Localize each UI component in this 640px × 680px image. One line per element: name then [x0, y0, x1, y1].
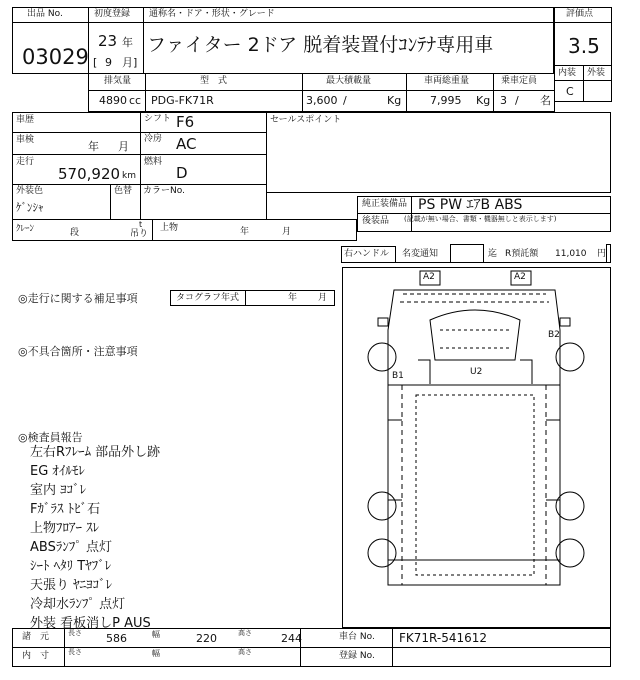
lot-number: 03029 — [22, 45, 89, 69]
recycle-deposit-value: 11,010 — [555, 249, 587, 259]
lift-label: 上物 — [160, 223, 179, 233]
color-code-label: カラーNo. — [143, 186, 185, 196]
gross-weight-value: 7,995 — [430, 94, 462, 107]
max-load-label: 最大積載量 — [326, 76, 372, 86]
width-label-interior: 幅 — [152, 649, 160, 658]
equipment-value: PS PW ｴｱB ABS — [418, 197, 523, 213]
chassis-number: FK71R-541612 — [399, 631, 488, 645]
car-name: ファイター 2ドア 脱着装置付ｺﾝﾃﾅ専用車 — [147, 34, 494, 56]
lot-label: 出品 No. — [27, 9, 63, 19]
crane-lift-label: 吊り — [130, 229, 149, 239]
report-line: EG ｵｲﾙﾓﾚ — [30, 464, 85, 479]
inspector-report-label: ◎検査員報告 — [18, 431, 83, 444]
max-load-value: 3,600 — [306, 94, 338, 107]
tachograph-label: タコグラフ年式 — [176, 293, 240, 303]
capacity-separator: / — [515, 94, 519, 107]
damage-mark-a2-right: A2 — [514, 272, 526, 282]
fuel-value: D — [176, 164, 188, 182]
gross-weight-unit: Kg — [476, 94, 491, 107]
grade-value: 3.5 — [568, 34, 600, 58]
report-line: 天張り ﾔﾆﾖｺﾞﾚ — [30, 578, 113, 593]
defects-label: ◎不具合箇所・注意事項 — [18, 345, 138, 358]
width-label: 幅 — [152, 630, 160, 639]
damage-mark-u2: U2 — [470, 367, 483, 377]
length-label-interior: 長さ — [68, 648, 82, 656]
reg-year: 23 — [98, 32, 118, 50]
max-load-separator: / — [343, 94, 347, 107]
fuel-label: 燃料 — [144, 157, 163, 167]
shift-value: F6 — [176, 113, 195, 131]
tachograph-year-unit: 年 — [288, 293, 298, 303]
report-line: 上物ﾌﾛｱｰ ｽﾚ — [30, 521, 100, 536]
name-change-label: 名変通知 — [402, 249, 439, 259]
reg-month: 9 — [105, 56, 112, 69]
reg-month-close: 月] — [122, 56, 138, 69]
damage-mark-a2-left: A2 — [423, 272, 435, 282]
deadline-mark: 迄 — [488, 249, 498, 259]
crane-stage-unit: 段 — [70, 228, 80, 238]
name-label: 通称名・ドア・形状・グレード — [149, 9, 275, 19]
report-line: 外装 看板消しP AUS — [30, 616, 151, 631]
history-label: 車歴 — [16, 115, 35, 125]
sales-point-label: セールスポイント — [270, 115, 342, 125]
report-line: ABSﾗﾝﾌﾟ 点灯 — [30, 540, 112, 555]
displacement-label: 排気量 — [104, 76, 132, 86]
interior-grade: C — [566, 85, 574, 98]
damage-mark-b1: B1 — [392, 371, 404, 381]
crane-label: ｸﾚｰﾝ — [16, 224, 35, 234]
interior-dimensions-label: 内 寸 — [22, 651, 50, 661]
displacement-unit: cc — [129, 94, 142, 107]
crane-ton-unit: t — [139, 220, 143, 229]
inspection-year-unit: 年 — [88, 140, 99, 153]
report-line: 左右Rﾌﾚｰﾑ 部品外し跡 — [30, 445, 161, 460]
exterior-label: 外装 — [587, 68, 606, 78]
displacement-value: 4890 — [99, 94, 127, 107]
height-label-interior: 高さ — [238, 648, 252, 656]
aftermarket-note: (記載が無い場合、書類・機器無しと表示します) — [404, 215, 557, 223]
reg-year-unit: 年 — [122, 36, 133, 49]
registration-label: 登録 No. — [339, 651, 375, 661]
ac-value: AC — [176, 135, 197, 153]
inspection-month-unit: 月 — [118, 140, 129, 153]
model-label: 型 式 — [200, 76, 228, 86]
width-value: 220 — [196, 632, 217, 645]
driving-notes-label: ◎走行に関する補足事項 — [18, 292, 138, 305]
max-load-unit: Kg — [387, 94, 402, 107]
length-label: 長さ — [68, 629, 82, 637]
report-line: ｼｰﾄ ﾍﾀﾘ Tﾔﾌﾞﾚ — [30, 559, 112, 574]
shift-label: シフト — [144, 114, 172, 124]
color-value: ｹﾞﾝｼｬ — [16, 201, 44, 214]
damage-mark-b2: B2 — [548, 330, 560, 340]
lift-year-unit: 年 — [240, 227, 250, 237]
tachograph-month-unit: 月 — [318, 293, 328, 303]
mileage-label: 走行 — [16, 157, 35, 167]
recycle-deposit-unit: 円 — [597, 249, 607, 259]
height-label: 高さ — [238, 629, 252, 637]
mileage-unit: km — [122, 171, 136, 181]
gross-weight-label: 車両総重量 — [424, 76, 470, 86]
exterior-dimensions-label: 諸 元 — [22, 632, 50, 642]
color-label: 外装色 — [16, 186, 44, 196]
report-line: 室内 ﾖｺﾞﾚ — [30, 483, 87, 498]
drive-side: 右ハンドル — [344, 249, 390, 259]
interior-label: 内装 — [558, 68, 577, 78]
equipment-label: 純正装備品 — [362, 199, 408, 209]
report-line: 冷却水ﾗﾝﾌﾟ 点灯 — [30, 597, 126, 612]
lift-month-unit: 月 — [282, 227, 292, 237]
first-reg-label: 初度登録 — [94, 9, 131, 19]
aftermarket-label: 後装品 — [362, 216, 390, 226]
report-line: Fｶﾞﾗｽ ﾄﾋﾞ石 — [30, 502, 101, 517]
model-value: PDG-FK71R — [151, 94, 214, 107]
capacity-label: 乗車定員 — [501, 76, 538, 86]
inspection-label: 車検 — [16, 135, 35, 145]
mileage-value: 570,920 — [58, 165, 121, 183]
chassis-label: 車台 No. — [339, 632, 375, 642]
length-value: 586 — [106, 632, 127, 645]
color-change-label: 色替 — [114, 186, 133, 196]
reg-month-open: [ — [93, 56, 98, 69]
ac-label: 冷房 — [144, 134, 163, 144]
height-value: 244 — [281, 632, 302, 645]
capacity-value: 3 — [500, 94, 507, 107]
capacity-unit: 名 — [540, 94, 551, 107]
recycle-deposit-label: R預託額 — [505, 249, 539, 259]
grade-label: 評価点 — [566, 9, 594, 19]
